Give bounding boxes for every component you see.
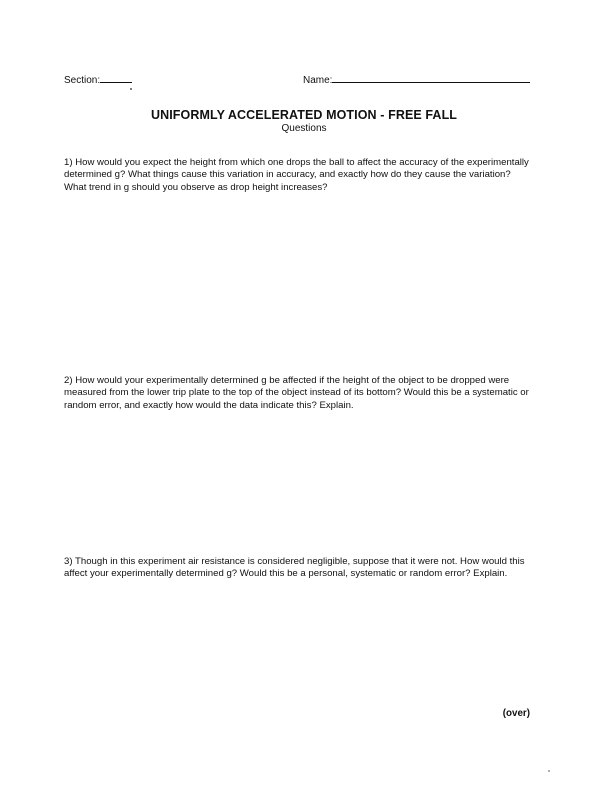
section-label: Section: <box>64 75 101 86</box>
section-field <box>64 72 132 86</box>
scan-speck <box>548 770 550 772</box>
name-blank-line[interactable] <box>332 72 530 83</box>
name-field <box>303 72 530 86</box>
question-3: 3) Though in this experiment air resistance is considered negligible, suppose that it were not. How would this affect your experimentally determined g? Would this be a personal, systematic or random error? Explain. <box>64 556 525 580</box>
question-1: 1) How would you expect the height from which one drops the ball to affect the accuracy of the experimentally determined g? What things cause this variation in accuracy, and exactly how do they cause the variation? What trend in g should you observe as drop height increases? <box>64 157 529 193</box>
scan-speck <box>130 88 132 90</box>
header-row <box>0 72 608 86</box>
question-2: 2) How would your experimentally determined g be affected if the height of the object to be dropped were measured from the lower trip plate to the top of the object instead of its bottom? Would this be a systematic or random error, and exactly how would the data indicate this? Explain. <box>64 375 529 411</box>
over-label: (over) <box>502 708 530 719</box>
page-subtitle: Questions <box>281 123 327 134</box>
name-label: Name: <box>303 75 333 86</box>
page-title: UNIFORMLY ACCELERATED MOTION - FREE FALL <box>150 108 458 122</box>
section-blank-line[interactable] <box>100 72 132 83</box>
